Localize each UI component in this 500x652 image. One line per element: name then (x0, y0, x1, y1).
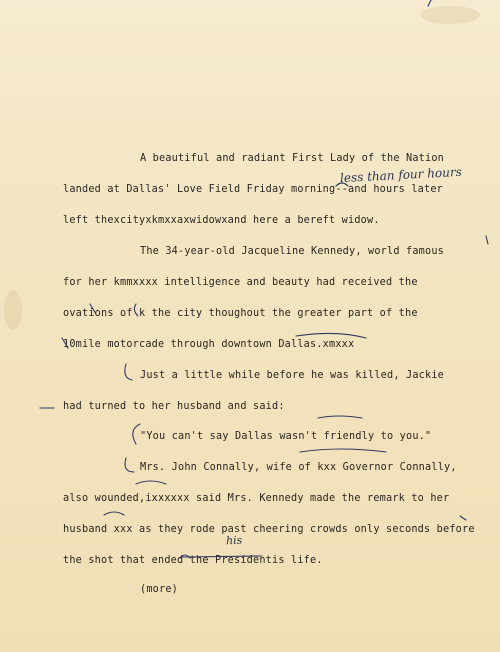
text-line: the shot that ended the Presidentis life. (63, 555, 323, 566)
text-line: Just a little while before he was killed, Jackie (140, 370, 445, 381)
text-line: left thexcityxkmxxaxwidowxand here a bereft widow. (63, 215, 380, 226)
text-line: also wounded,ixxxxxx said Mrs. Kennedy made the remark to her (63, 493, 450, 504)
text-line: A beautiful and radiant First Lady of the Nation (140, 153, 445, 164)
text-line: for her kmmxxxx intelligence and beauty had received the (63, 277, 418, 288)
caret-mark (336, 183, 348, 186)
handwritten-insert: his (225, 533, 243, 548)
text-line: "You can't say Dallas wasn't friendly to you." (140, 431, 432, 442)
strike-arc (318, 416, 362, 418)
pen-mark (428, 0, 432, 6)
pen-mark (486, 236, 488, 244)
strike-arc (136, 481, 166, 484)
text-line: (more) (140, 584, 179, 595)
paragraph-bracket (125, 364, 132, 380)
strike-arc (296, 333, 366, 338)
text-line: 10mile motorcade through downtown Dallas.xmxxx (63, 339, 355, 350)
paragraph-bracket (133, 424, 140, 444)
text-line: landed at Dallas' Love Field Friday morning--and hours later (63, 184, 444, 195)
pen-mark (460, 516, 466, 520)
text-line: Mrs. John Connally, wife of kxx Governor Connally, (140, 462, 457, 473)
strike-arc (104, 512, 124, 515)
strike-arc (300, 449, 386, 452)
paragraph-bracket (125, 458, 134, 472)
check-mark (62, 338, 68, 348)
text-line: ovations of k the city thoughout the greater part of the (63, 308, 418, 319)
caret-mark (134, 304, 138, 316)
check-mark (90, 304, 96, 314)
text-line: had turned to her husband and said: (63, 401, 285, 412)
text-line: The 34-year-old Jacqueline Kennedy, world famous (140, 246, 445, 257)
text-line: husband xxx as they rode past cheering crowds only seconds before (63, 524, 475, 535)
strike-line (182, 556, 262, 557)
handwritten-insert: less than four hours (339, 164, 463, 186)
